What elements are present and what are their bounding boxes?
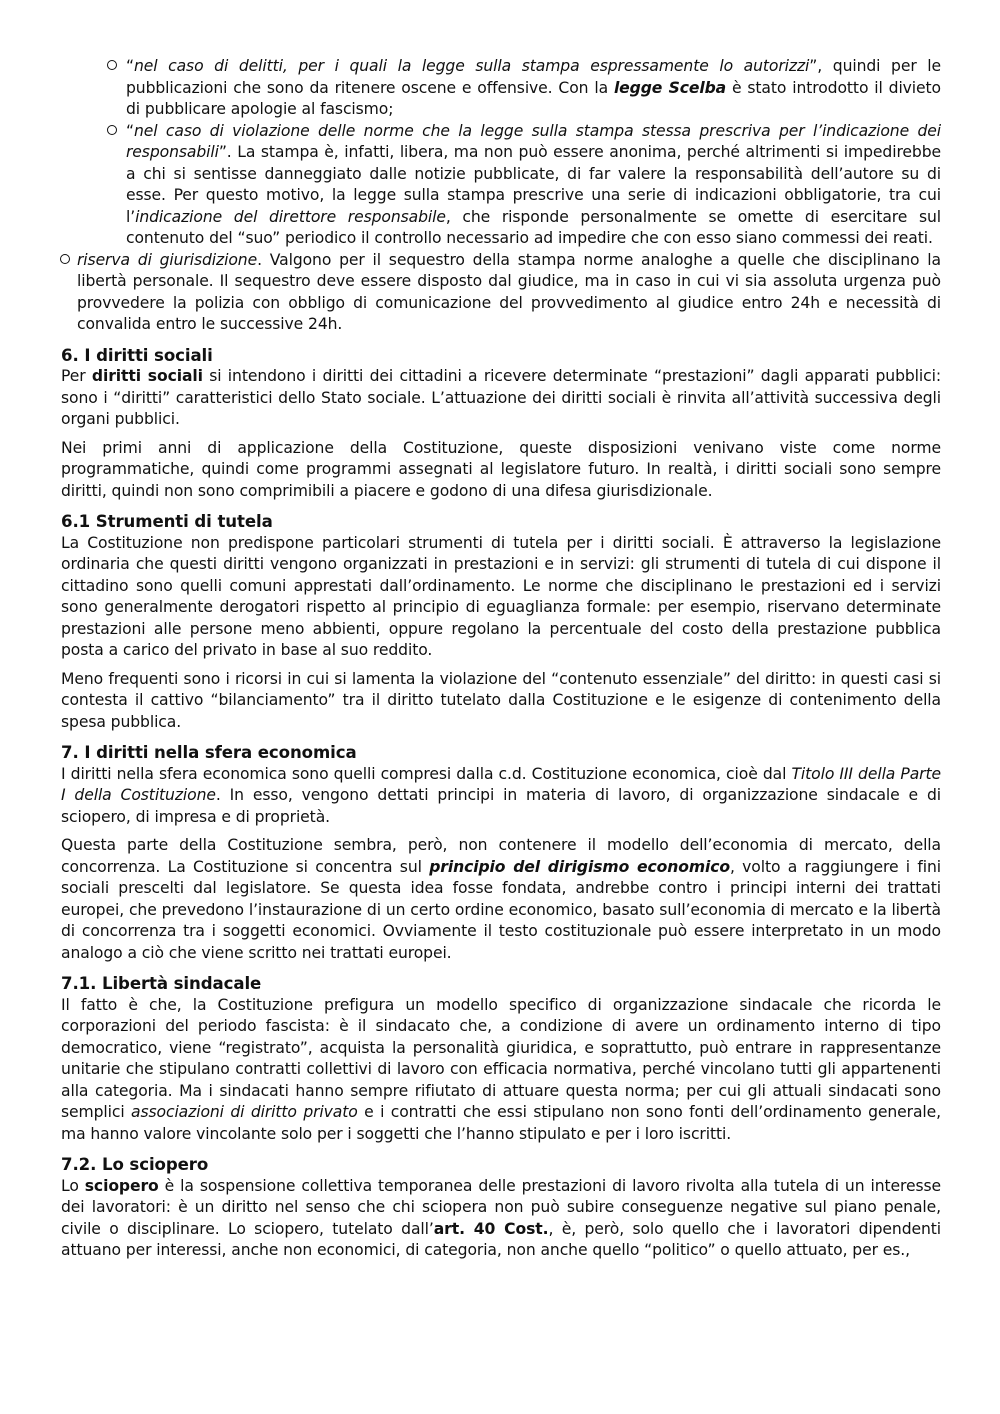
bold-italic-term: legge Scelba — [613, 78, 727, 97]
text: ”. La stampa è, infatti, libera, ma non può essere anonima, perché altrimenti si impedirebbe a chi si sentisse danneggiato dalle notizie pubblicate, di far valere la responsabilità dell’autore su di esse. Per questo motivo, la legge sulla stampa prescrive una serie di indicazioni obbligatorie, tra cui l’ — [126, 143, 941, 226]
circle-bullet-icon — [107, 60, 117, 70]
paragraph: Per diritti sociali si intendono i diritti dei cittadini a ricevere determinate “prestazioni” dagli apparati pubblici: sono i “diritti” caratteristici dello Stato sociale. L’attuazione dei diritti sociali è rinvita all’attività successiva degli organi pubblici. — [61, 367, 941, 428]
italic-term: associazioni di diritto privato — [131, 1103, 358, 1121]
document-page — [61, 56, 941, 1269]
circle-bullet-icon — [60, 254, 70, 264]
section-heading: 6.1 Strumenti di tutela — [61, 512, 273, 531]
list-item — [61, 121, 941, 250]
paragraph: Meno frequenti sono i ricorsi in cui si lamenta la violazione del “contenuto essenziale” del diritto: in questi casi si contesta il cattivo “bilanciamento” tra il diritto tutelato dalla Costituzione e le esigenze di contenimento della spesa pubblica. — [61, 669, 941, 731]
text: , che risponde personalmente se omette di esercitare sul contenuto del “suo” periodico il controllo necessario ad impedire che con esso siano commessi dei reati. — [126, 207, 941, 247]
paragraph: La Costituzione non predispone particolari strumenti di tutela per i diritti sociali. È attraverso la legislazione ordinaria che questi diritti vengono organizzati in prestazioni e in servizi: gli strumenti di tutela di cui dispone il cittadino sono quelli comuni apprestati dall’ordinamento. Le norme che disciplinano le prestazioni ed i servizi sono generalmente derogatori rispetto al principio di eguaglianza formale: per esempio, riservano determinate prestazioni alle persone meno abbienti, oppure regolano la percentuale del costo della prestazione pubblica posta a carico del privato in base al suo reddito. — [61, 533, 941, 659]
text: ”, quindi per le pubblicazioni che sono da ritenere oscene e offensive. Con la — [126, 57, 941, 97]
italic-term: riserva di giurisdizione — [77, 250, 258, 269]
text: . Valgono per il sequestro della stampa norme analoghe a quelle che disciplinano la libertà personale. Il sequestro deve essere disposto dal giudice, ma in caso in cui vi sia assoluta urgenza può provvedere la polizia con obbligo di comunicazione del provvedimento al giudice entro 24h e necessità di convalida entro le successive 24h. — [77, 250, 941, 333]
paragraph: I diritti nella sfera economica sono quelli compresi dalla c.d. Costituzione economica, cioè dal Titolo III della Parte I della Costituzione. In esso, vengono dettati principi in materia di lavoro, di organizzazione sindacale e di sciopero, di impresa e di proprietà. — [61, 764, 942, 826]
paragraph: Il fatto è che, la Costituzione prefigura un modello specifico di organizzazione sindacale che ricorda le corporazioni del periodo fascista: è il sindacato che, a condizione di avere un ordinamento interno di tipo democratico, viene “registrato”, acquista la personalità giuridica, e soprattutto, può entrare in rappresentanze unitarie che stipulano contratti collettivi di lavoro con efficacia normativa, perché vincolano tutti gli appartenenti alla categoria. Ma i sindacati hanno sempre rifiutato di attuare questa norma; per cui gli attuali sindacati sono semplici associazioni di diritto privato e i contratti che essi stipulano non sono fonti dell’ordinamento generale, ma hanno valore vincolante solo per i soggetti che l’hanno stipulato e per i loro iscritti. — [61, 995, 942, 1143]
paragraph: Questa parte della Costituzione sembra, però, non contenere il modello dell’economia di mercato, della concorrenza. La Costituzione si concentra sul principio del dirigismo economico, volto a raggiungere i fini sociali prescelti dal legislatore. Se questa idea fosse fondata, andrebbe contro i principi interni dei trattati europei, che prevedono l’instaurazione di un certo ordine economico, basato sull’economia di mercato e la libertà di concorrenza tra i soggetti economici. Ovviamente il testo costituzionale può essere interpretato in un modo analogo a ciò che viene scritto nei trattati europei. — [61, 836, 941, 962]
bold-italic-term: principio del dirigismo economico — [429, 857, 730, 876]
section-heading: 7.2. Lo sciopero — [61, 1155, 209, 1174]
text: “ — [126, 121, 134, 140]
italic-term: Titolo III della Parte I della Costituzione — [61, 764, 941, 804]
section-heading: 7.1. Libertà sindacale — [61, 974, 262, 993]
list-item — [61, 56, 941, 121]
italic-term: indicazione del direttore responsabile — [135, 207, 446, 226]
section-heading: 7. I diritti nella sfera economica — [61, 743, 357, 762]
text: “ — [126, 57, 134, 75]
bold-term: diritti sociali — [91, 367, 203, 385]
italic-quote: nel caso di violazione delle norme che la legge sulla stampa stessa prescriva per l’indicazione dei responsabili — [126, 121, 941, 161]
paragraph: Lo sciopero è la sospensione collettiva temporanea delle prestazioni di lavoro rivolta alla tutela di un interesse dei lavoratori: è un diritto nel senso che chi sciopera non può subire conseguenze negative sul piano penale, civile o disciplinare. Lo sciopero, tutelato dall’art. 40 Cost., è, però, solo quello che i lavoratori dipendenti attuano per interessi, anche non economici, di categoria, non anche quello “politico” o quello attuato, per es., — [61, 1176, 942, 1259]
list-item — [61, 250, 941, 336]
circle-bullet-icon — [107, 125, 117, 135]
bold-term: art. 40 Cost. — [433, 1219, 549, 1238]
section-heading: 6. I diritti sociali — [61, 345, 213, 365]
text: è stato introdotto il divieto di pubblicare apologie al fascismo; — [126, 78, 941, 118]
paragraph: Nei primi anni di applicazione della Costituzione, queste disposizioni venivano viste come norme programmatiche, quindi come programmi assegnati al legislatore futuro. In realtà, i diritti sociali sono sempre diritti, quindi non sono comprimibili a piacere e godono di una difesa giurisdizionale. — [61, 438, 941, 500]
bold-term: sciopero — [84, 1176, 159, 1195]
italic-quote: nel caso di delitti, per i quali la legge sulla stampa espressamente lo autorizzi — [133, 57, 810, 75]
